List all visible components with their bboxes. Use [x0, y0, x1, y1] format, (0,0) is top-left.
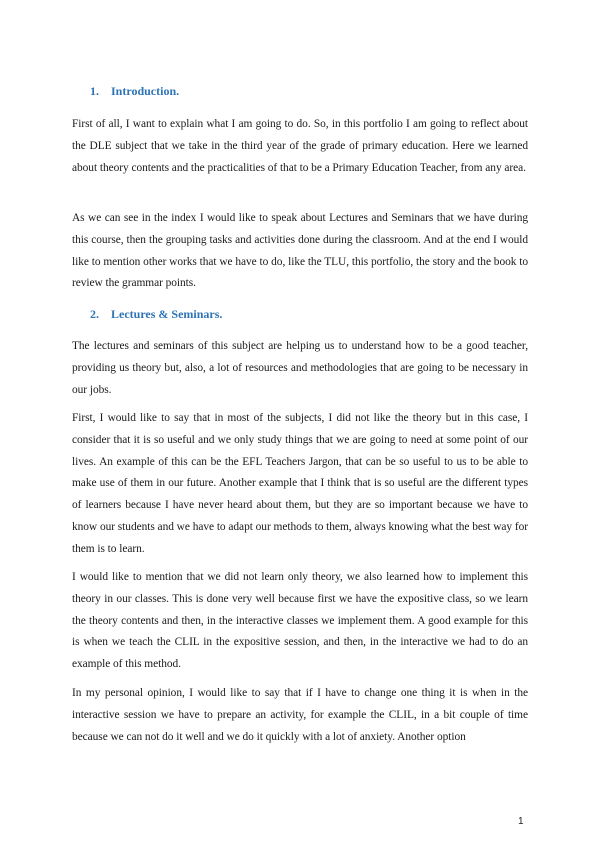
section-heading-lectures-seminars	[90, 307, 222, 321]
paragraph-introduction-2: As we can see in the index I would like to speak about Lectures and Seminars that we have during this course, then the grouping tasks and activities done during the classroom. And at the end I would like to mention other works that we have to do, like the TLU, this portfolio, the story and the book to review the grammar points.	[72, 212, 528, 290]
section-number: 1.	[90, 84, 99, 98]
section-title: Lectures & Seminars.	[111, 307, 223, 321]
paragraph-lectures-3: I would like to mention that we did not learn only theory, we also learned how to implement this theory in our classes. This is done very well because first we have the expositive class, so we learn the theory contents and then, in the interactive classes we implement them. A good example for this is when we teach the CLIL in the expositive session, and then, in the interactive we had to do an example of this method.	[72, 571, 528, 671]
paragraph-lectures-2: First, I would like to say that in most of the subjects, I did not like the theory but in this case, I consider that it is so useful and we only study things that we are going to need at some point of our lives. An example of this can be the EFL Teachers Jargon, that can be so useful to us to be able to make use of them in our future. Another example that I think that is so useful are the different types of learners because I have never heard about them, but they are so important because we have to know our students and we have to adapt our methods to them, always knowing what the best way for them is to learn.	[72, 412, 528, 555]
paragraph-introduction-1: First of all, I want to explain what I am going to do. So, in this portfolio I am going to reflect about the DLE subject that we take in the third year of the grade of primary education. Here we learned about theory contents and the practicalities of that to be a Primary Education Teacher, from any area.	[72, 118, 528, 174]
paragraph-lectures-4: In my personal opinion, I would like to say that if I have to change one thing it is when in the interactive session we have to prepare an activity, for example the CLIL, in a bit couple of time because we can not do it well and we do it quickly with a lot of anxiety. Another option	[72, 687, 528, 743]
paragraph-lectures-1: The lectures and seminars of this subject are helping us to understand how to be a good teacher, providing us theory but, also, a lot of resources and methodologies that are going to be necessary in our jobs.	[72, 340, 528, 396]
page-number: 1	[518, 816, 524, 827]
section-title: Introduction.	[111, 84, 180, 98]
section-heading-introduction	[90, 84, 179, 98]
section-number: 2.	[90, 307, 99, 321]
